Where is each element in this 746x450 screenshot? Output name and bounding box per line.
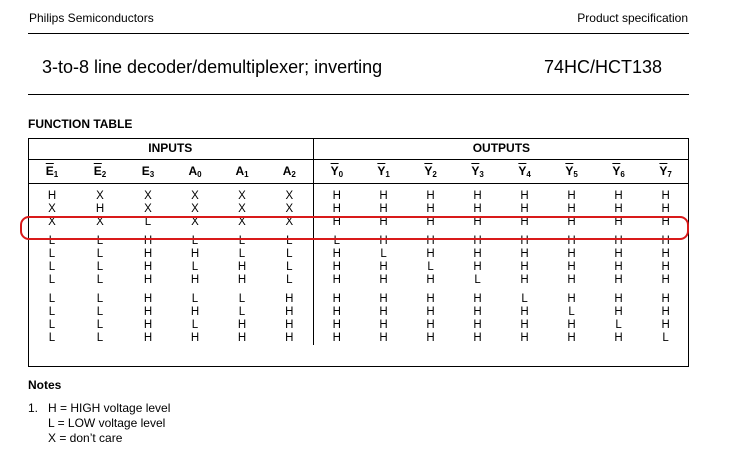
table-cell: X [96,216,104,228]
table-cell: H [237,274,247,286]
table-cell: H [143,293,153,305]
table-cell: H [520,332,529,344]
table-cell: X [266,216,313,229]
inputs-group-label: INPUTS [28,138,313,160]
table-cell: L [266,274,313,287]
table-cell: H [567,235,576,247]
table-cell: H [379,216,388,228]
table-row [28,184,689,204]
table-cell: H [143,274,153,286]
table-cell: L [191,319,199,331]
table-cell: L [238,235,246,247]
table-row [28,287,689,306]
table-cell: H [567,332,576,344]
note-line-high: H = HIGH voltage level [48,401,171,415]
table-cell: L [48,332,56,344]
table-cell: H [426,235,435,247]
part-number: 74HC/HCT138 [544,57,663,77]
function-table-title: FUNCTION TABLE [28,117,133,131]
table-cell: H [266,306,313,319]
table-cell: L [48,319,56,331]
table-cell: L [568,306,575,318]
table-cell: H [520,203,529,215]
table-cell: H [237,319,247,331]
column-header-y7: $\overline{Y}_7$ [642,160,689,184]
table-cell: X [266,203,313,216]
table-cell: H [473,235,482,247]
table-cell: H [520,248,529,260]
table-cell: L [96,274,104,286]
table-cell: H [143,248,153,260]
table-cell: H [332,319,341,331]
outputs-group-label: OUTPUTS [313,138,689,160]
table-cell: H [614,306,623,318]
table-cell: L [191,293,199,305]
group-header-row [28,138,689,160]
table-cell: H [143,261,153,273]
table-cell: H [661,235,670,247]
table-cell: H [332,190,341,202]
table-cell: L [238,306,246,318]
table-cell: L [144,216,152,228]
table-cell: H [379,190,388,202]
table-cell: L [427,261,434,273]
table-cell: H [520,274,529,286]
table-cell: H [426,216,435,228]
table-cell: H [190,306,200,318]
table-cell: H [426,319,435,331]
table-cell: H [661,216,670,228]
table-cell: H [426,203,435,215]
table-cell: H [190,332,200,344]
table-cell: H [614,235,623,247]
company-name: Philips Semiconductors [29,11,154,25]
table-cell: H [661,203,670,215]
column-header-y5: $\overline{Y}_5$ [548,160,595,184]
table-cell: H [426,293,435,305]
column-header-y0: $\overline{Y}_0$ [313,160,360,184]
table-cell: H [473,190,482,202]
table-cell: L [266,261,313,274]
table-cell: H [614,203,623,215]
table-cell: H [661,293,670,305]
table-cell: H [473,293,482,305]
table-cell: H [379,319,388,331]
table-row [28,203,689,216]
table-cell: L [333,235,341,247]
table-cell: H [473,261,482,273]
table-row [28,216,689,229]
column-header-e1: $\overline{E}_1$ [28,160,76,184]
document-title: 3-to-8 line decoder/demultiplexer; inverting [42,57,383,77]
table-cell: H [332,203,341,215]
table-cell: H [426,332,435,344]
table-cell: L [191,235,199,247]
table-cell: H [266,287,313,306]
table-cell: H [661,261,670,273]
table-cell: H [614,274,623,286]
table-cell: H [520,261,529,273]
table-cell: H [379,235,388,247]
table-cell: H [567,293,576,305]
table-cell: H [426,274,435,286]
table-cell: L [380,248,387,260]
table-cell: H [614,261,623,273]
table-cell: H [473,319,482,331]
table-cell: H [332,332,341,344]
table-cell: L [191,261,199,273]
table-cell: H [143,319,153,331]
table-cell: L [48,293,56,305]
table-cell: L [96,235,104,247]
table-cell: L [96,306,104,318]
table-cell: X [238,203,246,215]
table-cell: L [48,235,56,247]
table-cell: H [379,293,388,305]
table-cell: L [266,229,313,248]
table-cell: H [143,332,153,344]
table-cell: L [96,319,104,331]
table-cell: H [614,293,623,305]
table-cell: H [567,216,576,228]
table-cell: X [191,190,199,202]
table-cell: H [661,274,670,286]
table-cell: H [661,248,670,260]
column-header-y6: $\overline{Y}_6$ [595,160,642,184]
table-cell: L [96,332,104,344]
table-cell: H [237,261,247,273]
table-cell: H [379,203,388,215]
table-cell: H [332,216,341,228]
column-header-a1: $A_1$ [218,160,266,184]
table-cell: H [473,216,482,228]
table-cell: H [332,261,341,273]
table-row [28,229,689,248]
table-cell: H [426,306,435,318]
table-cell: H [379,306,388,318]
table-cell: X [48,203,56,215]
table-cell: H [567,274,576,286]
table-cell: H [520,306,529,318]
table-cell: H [266,319,313,332]
table-cell: H [520,190,529,202]
table-cell: H [426,190,435,202]
table-cell: H [567,319,576,331]
table-cell: L [521,293,528,305]
table-cell: L [48,274,56,286]
table-cell: L [96,261,104,273]
table-cell: L [48,261,56,273]
table-cell: H [379,274,388,286]
table-cell: H [266,332,313,345]
note-line-x: X = don’t care [48,431,123,445]
table-cell: L [474,274,481,286]
table-cell: L [615,319,622,331]
table-cell: X [48,216,56,228]
table-cell: H [614,332,623,344]
column-header-y3: $\overline{Y}_3$ [454,160,501,184]
table-cell: H [332,248,341,260]
table-cell: X [144,190,152,202]
table-cell: H [567,261,576,273]
function-table [28,138,689,345]
table-cell: H [567,190,576,202]
table-cell: H [661,190,670,202]
table-cell: H [520,319,529,331]
table-cell: H [614,190,623,202]
table-cell: H [332,274,341,286]
column-header-a0: $A_0$ [172,160,218,184]
table-cell: H [190,248,200,260]
table-cell: H [426,248,435,260]
table-cell: L [96,248,104,260]
table-cell: H [567,248,576,260]
table-cell: H [567,203,576,215]
notes-title: Notes [28,378,62,392]
table-cell: X [96,190,104,202]
table-cell: L [96,293,104,305]
table-cell: H [473,203,482,215]
table-cell: H [143,235,153,247]
table-cell: X [238,190,246,202]
table-cell: H [47,190,57,202]
table-cell: L [238,248,246,260]
table-cell: H [379,332,388,344]
table-row [28,248,689,261]
table-cell: H [143,306,153,318]
table-cell: X [266,184,313,204]
table-cell: L [238,293,246,305]
table-row [28,319,689,332]
table-cell: H [379,261,388,273]
table-row [28,261,689,274]
table-cell: H [520,235,529,247]
column-header-e3: $E_3$ [124,160,172,184]
table-cell: H [614,248,623,260]
column-header-y2: $\overline{Y}_2$ [407,160,454,184]
table-cell: L [266,248,313,261]
table-cell: X [191,216,199,228]
table-cell: X [191,203,199,215]
table-cell: H [332,293,341,305]
table-row [28,332,689,345]
table-cell: H [661,306,670,318]
column-header-row [28,160,689,184]
note-line-low: L = LOW voltage level [48,416,166,430]
table-row [28,274,689,287]
table-cell: H [95,203,105,215]
column-header-y1: $\overline{Y}_1$ [360,160,407,184]
table-cell: H [473,332,482,344]
column-header-a2: $A_2$ [266,160,313,184]
table-cell: H [473,306,482,318]
divider-middle [28,94,689,95]
table-cell: X [238,216,246,228]
column-header-e2: $\overline{E}_2$ [76,160,124,184]
table-row [28,306,689,319]
table-cell: H [614,216,623,228]
table-cell: L [48,248,56,260]
table-cell: H [473,248,482,260]
note-number: 1. [28,401,39,415]
table-cell: H [520,216,529,228]
table-cell: H [237,332,247,344]
table-cell: L [48,306,56,318]
document-type: Product specification [577,11,688,25]
table-cell: H [190,274,200,286]
divider-top [28,33,689,34]
column-header-y4: $\overline{Y}_4$ [501,160,548,184]
table-cell: H [332,306,341,318]
table-cell: H [661,319,670,331]
table-cell: X [144,203,152,215]
table-cell: L [662,332,669,344]
